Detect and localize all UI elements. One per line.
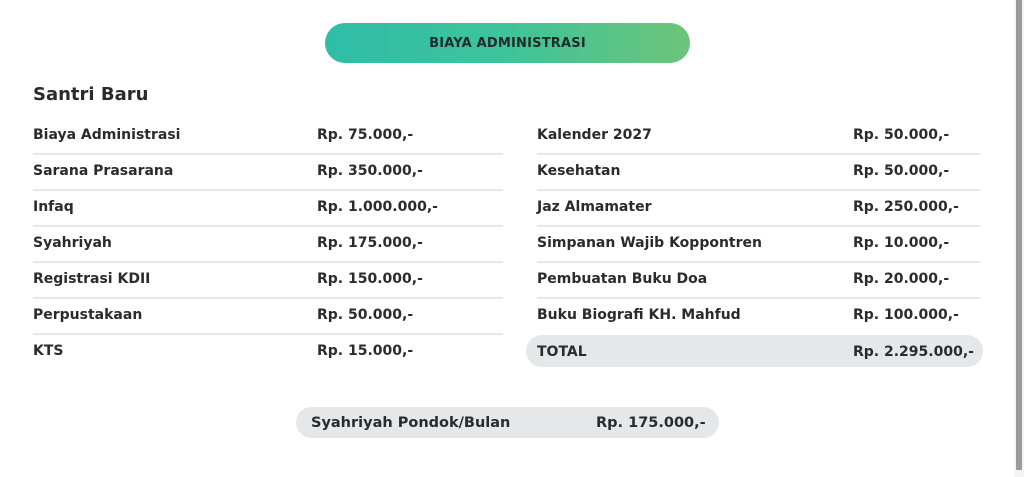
fee-row bbox=[537, 227, 980, 263]
scrollbar-thumb[interactable] bbox=[1016, 0, 1022, 470]
fee-amount: Rp. 150.000,- bbox=[317, 271, 423, 287]
fee-amount: Rp. 20.000,- bbox=[853, 271, 950, 287]
fee-row bbox=[33, 191, 503, 227]
fee-amount: Rp. 50.000,- bbox=[853, 127, 950, 143]
fee-row bbox=[33, 119, 503, 155]
fee-list-right bbox=[537, 119, 980, 335]
fee-label: Biaya Administrasi bbox=[33, 127, 181, 143]
fee-list-left bbox=[33, 119, 503, 371]
fee-row bbox=[537, 119, 980, 155]
fee-row bbox=[33, 335, 503, 371]
fee-row bbox=[537, 191, 980, 227]
fee-label: Registrasi KDII bbox=[33, 271, 151, 287]
total-row bbox=[526, 335, 983, 367]
fee-label: Simpanan Wajib Koppontren bbox=[537, 235, 762, 251]
fee-row bbox=[33, 263, 503, 299]
fee-amount: Rp. 175.000,- bbox=[317, 235, 423, 251]
fee-amount: Rp. 250.000,- bbox=[853, 199, 959, 215]
fee-row bbox=[537, 299, 980, 335]
fee-label: KTS bbox=[33, 343, 64, 359]
fee-row bbox=[33, 299, 503, 335]
fee-amount: Rp. 50.000,- bbox=[317, 307, 414, 323]
fee-label: Perpustakaan bbox=[33, 307, 143, 323]
fee-label: Kalender 2027 bbox=[537, 127, 652, 143]
fee-label: Infaq bbox=[33, 199, 74, 215]
total-label: TOTAL bbox=[537, 344, 587, 360]
fee-row bbox=[537, 155, 980, 191]
monthly-fee-amount: Rp. 175.000,- bbox=[596, 415, 706, 431]
fee-amount: Rp. 100.000,- bbox=[853, 307, 959, 323]
fee-amount: Rp. 10.000,- bbox=[853, 235, 950, 251]
section-heading: Santri Baru bbox=[33, 84, 149, 105]
fee-label: Pembuatan Buku Doa bbox=[537, 271, 708, 287]
fee-label: Syahriyah bbox=[33, 235, 112, 251]
fee-label: Kesehatan bbox=[537, 163, 621, 179]
total-amount: Rp. 2.295.000,- bbox=[853, 344, 974, 360]
monthly-fee-row bbox=[296, 407, 719, 438]
fee-label: Sarana Prasarana bbox=[33, 163, 174, 179]
title-banner bbox=[325, 23, 690, 63]
fee-row bbox=[33, 227, 503, 263]
page-title: BIAYA ADMINISTRASI bbox=[429, 35, 586, 51]
monthly-fee-label: Syahriyah Pondok/Bulan bbox=[311, 415, 511, 431]
fee-amount: Rp. 15.000,- bbox=[317, 343, 414, 359]
fee-row bbox=[33, 155, 503, 191]
fee-amount: Rp. 350.000,- bbox=[317, 163, 423, 179]
scrollbar[interactable] bbox=[1014, 0, 1024, 477]
fee-label: Jaz Almamater bbox=[537, 199, 652, 215]
fee-row bbox=[537, 263, 980, 299]
fee-amount: Rp. 50.000,- bbox=[853, 163, 950, 179]
fee-amount: Rp. 75.000,- bbox=[317, 127, 414, 143]
fee-amount: Rp. 1.000.000,- bbox=[317, 199, 438, 215]
fee-label: Buku Biografi KH. Mahfud bbox=[537, 307, 741, 323]
